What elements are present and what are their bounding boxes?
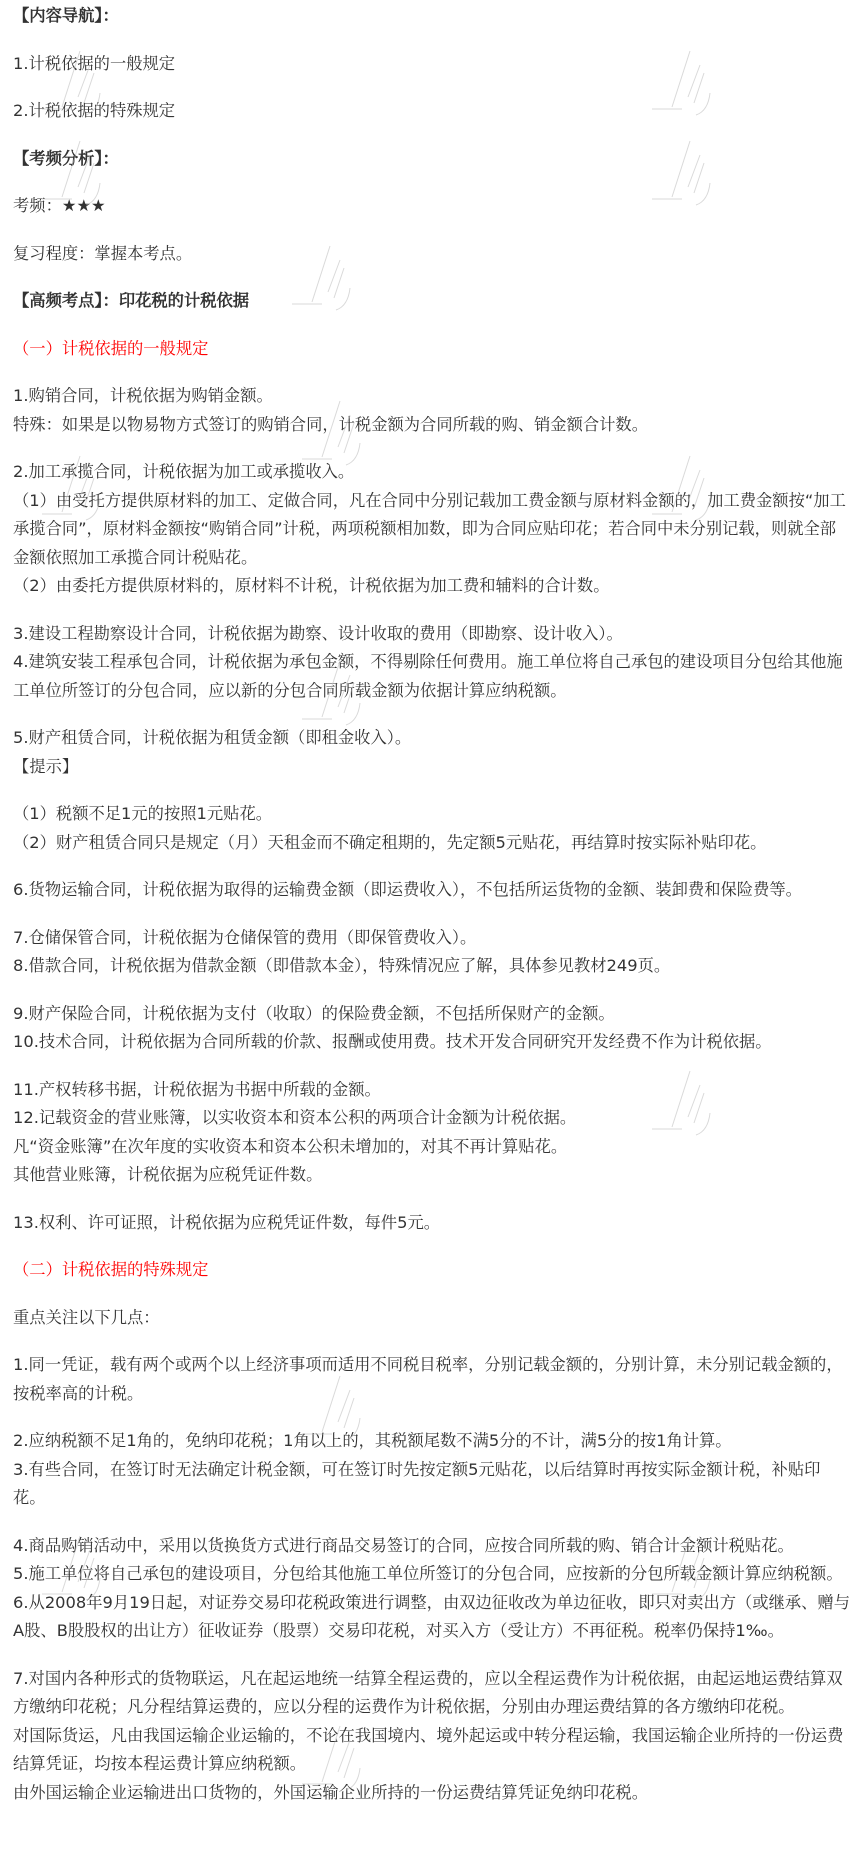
paragraph-group	[13, 876, 851, 905]
paragraph-group	[13, 1665, 851, 1808]
paragraph-group	[13, 192, 851, 221]
text-line: （1）由受托方提供原材料的加工、定做合同，凡在合同中分别记载加工费金额与原材料金额的，加工费金额按“加工承揽合同”，原材料金额按“购销合同”计税，两项税额相加数，即为合同应贴印花；若合同中未分别记载，则就全部金额依照加工承揽合同计税贴花。	[13, 490, 846, 567]
paragraph-group	[13, 620, 851, 706]
paragraph-group	[13, 458, 851, 601]
text-line: 1.计税依据的一般规定	[13, 53, 176, 73]
text-line: 复习程度：掌握本考点。	[13, 243, 193, 263]
paragraph-group	[13, 924, 851, 981]
paragraph-group	[13, 50, 851, 79]
text-line: 对国际货运，凡由我国运输企业运输的，不论在我国境内、境外起运或中转分程运输，我国运输企业所持的一份运费结算凭证，均按本程运费计算应纳税额。	[13, 1725, 844, 1773]
text-line: 特殊：如果是以物易物方式签订的购销合同，计税金额为合同所载的购、销金额合计数。	[13, 414, 648, 434]
text-line: 5.施工单位将自己承包的建设项目，分包给其他施工单位所签订的分包合同，应按新的分包所载金额计算应纳税额。	[13, 1564, 843, 1583]
text-line: 凡“资金账簿”在次年度的实收资本和资本公积未增加的，对其不再计算贴花。	[13, 1136, 568, 1156]
text-line: 1.同一凭证，载有两个或两个以上经济事项而适用不同税目税率，分别记载金额的，分别计算，未分别记载金额的，按税率高的计税。	[13, 1355, 843, 1403]
text-line: 5.财产租赁合同，计税依据为租赁金额（即租金收入）。	[13, 728, 412, 747]
paragraph-group	[13, 1076, 851, 1190]
paragraph-group	[13, 335, 851, 364]
text-line: 2.应纳税额不足1角的，免纳印花税；1角以上的，其税额尾数不满5分的不计，满5分的按1角计算。	[13, 1431, 732, 1450]
paragraph-group	[13, 724, 851, 781]
section-heading: 【高频考点】：印花税的计税依据	[13, 291, 250, 310]
text-line: 11.产权转移书据，计税依据为书据中所载的金额。	[13, 1079, 381, 1099]
paragraph-group	[13, 145, 851, 174]
text-line: 8.借款合同，计税依据为借款金额（即借款本金），特殊情况应了解，具体参见教材249页。	[13, 956, 671, 975]
text-line: 4.商品购销活动中，采用以货换货方式进行商品交易签订的合同，应按合同所载的购、销合计金额计税贴花。	[13, 1535, 794, 1555]
text-line: （2）财产租赁合同只是规定（月）天租金而不确定租期的，先定额5元贴花，再结算时按实际补贴印花。	[13, 832, 767, 852]
paragraph-group	[13, 287, 851, 316]
section-heading: 【内容导航】：	[13, 6, 119, 25]
text-line: 由外国运输企业运输进出口货物的，外国运输企业所持的一份运费结算凭证免纳印花税。	[13, 1782, 648, 1802]
text-line: 重点关注以下几点：	[13, 1307, 160, 1327]
paragraph-group	[13, 800, 851, 857]
paragraph-group	[13, 382, 851, 439]
subsection-title: （一）计税依据的一般规定	[13, 338, 209, 358]
text-line: （2）由委托方提供原材料的，原材料不计税，计税依据为加工费和辅料的合计数。	[13, 576, 610, 595]
text-line: 6.从2008年9月19日起，对证券交易印花税政策进行调整，由双边征收改为单边征收，即只对卖出方（或继承、赠与A股、B股股权的出让方）征收证券（股票）交易印花税，对买入方（受让方）不再征税。税率仍保持1‰。	[13, 1592, 850, 1640]
text-line: 【提示】	[13, 756, 79, 776]
paragraph-group	[13, 1209, 851, 1238]
text-line: 3.建设工程勘察设计合同，计税依据为勘察、设计收取的费用（即勘察、设计收入）。	[13, 623, 623, 643]
text-line: 6.货物运输合同，计税依据为取得的运输费金额（即运费收入），不包括所运货物的金额、装卸费和保险费等。	[13, 880, 802, 899]
subsection-title: （二）计税依据的特殊规定	[13, 1260, 209, 1279]
text-line: 4.建筑安装工程承包合同，计税依据为承包金额，不得剔除任何费用。施工单位将自己承包的建设项目分包给其他施工单位所签订的分包合同，应以新的分包合同所载金额为依据计算应纳税额。	[13, 652, 843, 700]
paragraph-group	[13, 2, 851, 31]
paragraph-group	[13, 1304, 851, 1333]
section-heading: 【考频分析】：	[13, 148, 119, 168]
paragraph-group	[13, 1427, 851, 1513]
text-line: 13.权利、许可证照，计税依据为应税凭证件数，每件5元。	[13, 1212, 441, 1232]
text-line: 2.计税依据的特殊规定	[13, 101, 176, 120]
paragraph-group	[13, 97, 851, 126]
text-line: 考频：★★★	[13, 196, 106, 215]
text-line: 3.有些合同，在签订时无法确定计税金额，可在签订时先按定额5元贴花，以后结算时再按实际金额计税，补贴印花。	[13, 1459, 821, 1507]
text-line: 其他营业账簿，计税依据为应税凭证件数。	[13, 1165, 323, 1184]
text-line: 12.记载资金的营业账簿，以实收资本和资本公积的两项合计金额为计税依据。	[13, 1108, 577, 1127]
text-line: （1）税额不足1元的按照1元贴花。	[13, 804, 273, 823]
article-body	[13, 2, 851, 1807]
paragraph-group	[13, 1351, 851, 1408]
text-line: 7.对国内各种形式的货物联运，凡在起运地统一结算全程运费的，应以全程运费作为计税依据，由起运地运费结算双方缴纳印花税；凡分程结算运费的，应以分程的运费作为计税依据，分别由办理运费结算的各方缴纳印花税。	[13, 1668, 843, 1716]
text-line: 10.技术合同，计税依据为合同所载的价款、报酬或使用费。技术开发合同研究开发经费不作为计税依据。	[13, 1032, 772, 1051]
text-line: 1.购销合同，计税依据为购销金额。	[13, 386, 273, 405]
text-line: 2.加工承揽合同，计税依据为加工或承揽收入。	[13, 462, 355, 481]
paragraph-group	[13, 1532, 851, 1646]
text-line: 9.财产保险合同，计税依据为支付（收取）的保险费金额，不包括所保财产的金额。	[13, 1003, 615, 1023]
paragraph-group	[13, 1000, 851, 1057]
paragraph-group	[13, 240, 851, 269]
paragraph-group	[13, 1256, 851, 1285]
text-line: 7.仓储保管合同，计税依据为仓储保管的费用（即保管费收入）。	[13, 927, 477, 947]
